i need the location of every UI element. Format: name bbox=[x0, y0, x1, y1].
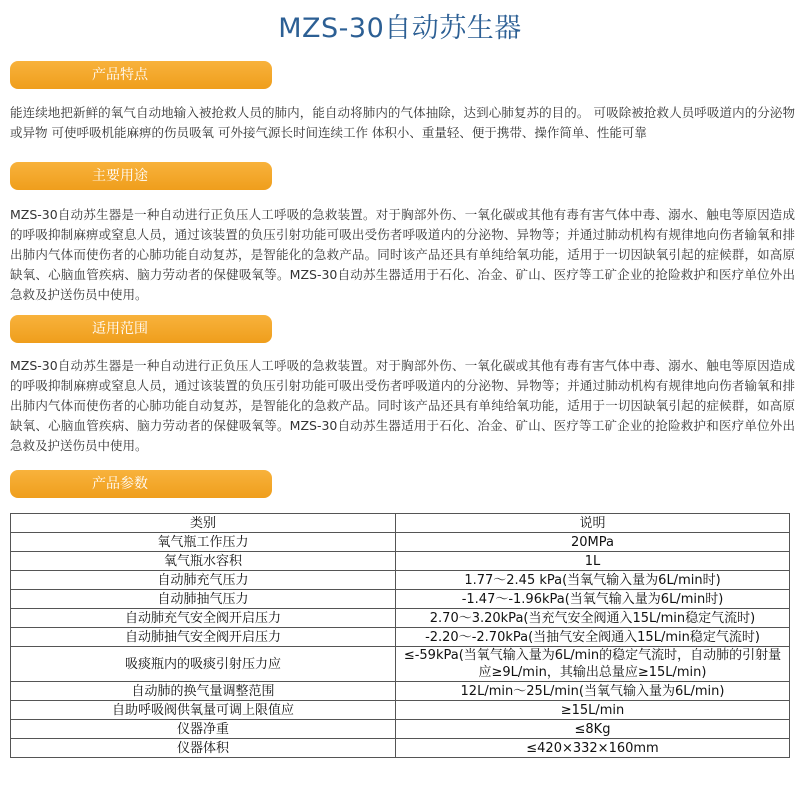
param-name: 氧气瓶水容积 bbox=[11, 552, 396, 571]
param-value: -1.47～-1.96kPa(当氧气输入量为6L/min时) bbox=[396, 590, 790, 609]
column-header-description: 说明 bbox=[396, 514, 790, 533]
table-header-row bbox=[11, 514, 790, 533]
section-tab-features bbox=[10, 61, 272, 89]
param-name: 自动肺充气安全阀开启压力 bbox=[11, 609, 396, 628]
table-row bbox=[11, 628, 790, 647]
param-name: 氧气瓶工作压力 bbox=[11, 533, 396, 552]
param-value: 12L/min～25L/min(当氧气输入量为6L/min) bbox=[396, 682, 790, 701]
section-heading: 主要用途 bbox=[92, 168, 148, 184]
page-title: MZS-30自动苏生器 bbox=[278, 13, 522, 44]
section-tab-params bbox=[10, 470, 272, 498]
section-body-scope: MZS-30自动苏生器是一种自动进行正负压人工呼吸的急救装置。对于胸部外伤、一氧化碳或其他有毒有害气体中毒、溺水、触电等原因造成的呼吸抑制麻痹或窒息人员，通过该装置的负压引射功能可吸出受伤者呼吸道内的分泌物、异物等；并通过肺动机构有规律地向伤者输氧和排出肺内气体而使伤者的心肺功能自动复苏，是智能化的急救产品。同时该产品还具有单纯给氧功能，适用于一切因缺氧引起的症候群，如高原缺氧、心脑血管疾病、脑力劳动者的保健吸氧等。MZS-30自动苏生器适用于石化、冶金、矿山、医疗等工矿企业的抢险救护和医疗单位外出急救及护送伤员中使用。 bbox=[10, 358, 795, 453]
section-heading: 适用范围 bbox=[92, 321, 148, 337]
section-tab-scope bbox=[10, 315, 272, 343]
table-row bbox=[11, 590, 790, 609]
table-row bbox=[11, 739, 790, 758]
table-row bbox=[11, 701, 790, 720]
param-name: 吸痰瓶内的吸痰引射压力应 bbox=[11, 647, 396, 682]
table-row bbox=[11, 682, 790, 701]
param-value: 20MPa bbox=[396, 533, 790, 552]
section-tab-uses bbox=[10, 162, 272, 190]
param-value: -2.20～-2.70kPa(当抽气安全阀通入15L/min稳定气流时) bbox=[396, 628, 790, 647]
param-name: 仪器净重 bbox=[11, 720, 396, 739]
section-body-features: 能连续地把新鲜的氧气自动地输入被抢救人员的肺内，能自动将肺内的气体抽除，达到心肺复苏的目的。 可吸除被抢救人员呼吸道内的分泌物或异物 可使呼吸机能麻痹的伤员吸氧 可外接气源长时间连续工作 体积小、重量轻、便于携带、操作简单、性能可靠 bbox=[10, 105, 795, 140]
param-name: 自动肺抽气安全阀开启压力 bbox=[11, 628, 396, 647]
section-heading: 产品特点 bbox=[92, 67, 148, 83]
param-value: ≤-59kPa(当氧气输入量为6L/min的稳定气流时，自动肺的引射量应≥9L/min，其输出总量应≥15L/min) bbox=[396, 647, 790, 682]
param-value: ≤420×332×160mm bbox=[396, 739, 790, 758]
parameters-table bbox=[10, 513, 790, 758]
param-value: ≥15L/min bbox=[396, 701, 790, 720]
section-heading: 产品参数 bbox=[92, 476, 148, 492]
table-row bbox=[11, 571, 790, 590]
param-value: 1L bbox=[396, 552, 790, 571]
table-row bbox=[11, 552, 790, 571]
param-name: 自动肺充气压力 bbox=[11, 571, 396, 590]
param-name: 自动肺抽气压力 bbox=[11, 590, 396, 609]
param-value: 1.77～2.45 kPa(当氧气输入量为6L/min时) bbox=[396, 571, 790, 590]
section-body-uses: MZS-30自动苏生器是一种自动进行正负压人工呼吸的急救装置。对于胸部外伤、一氧化碳或其他有毒有害气体中毒、溺水、触电等原因造成的呼吸抑制麻痹或窒息人员，通过该装置的负压引射功能可吸出受伤者呼吸道内的分泌物、异物等；并通过肺动机构有规律地向伤者输氧和排出肺内气体而使伤者的心肺功能自动复苏，是智能化的急救产品。同时该产品还具有单纯给氧功能，适用于一切因缺氧引起的症候群，如高原缺氧、心脑血管疾病、脑力劳动者的保健吸氧等。MZS-30自动苏生器适用于石化、冶金、矿山、医疗等工矿企业的抢险救护和医疗单位外出急救及护送伤员中使用。 bbox=[10, 207, 795, 302]
table-row bbox=[11, 533, 790, 552]
param-value: 2.70～3.20kPa(当充气安全阀通入15L/min稳定气流时) bbox=[396, 609, 790, 628]
param-name: 自助呼吸阀供氧量可调上限值应 bbox=[11, 701, 396, 720]
param-name: 仪器体积 bbox=[11, 739, 396, 758]
column-header-category: 类别 bbox=[11, 514, 396, 533]
param-name: 自动肺的换气量调整范围 bbox=[11, 682, 396, 701]
table-row bbox=[11, 647, 790, 682]
table-row bbox=[11, 609, 790, 628]
table-row bbox=[11, 720, 790, 739]
param-value: ≤8Kg bbox=[396, 720, 790, 739]
